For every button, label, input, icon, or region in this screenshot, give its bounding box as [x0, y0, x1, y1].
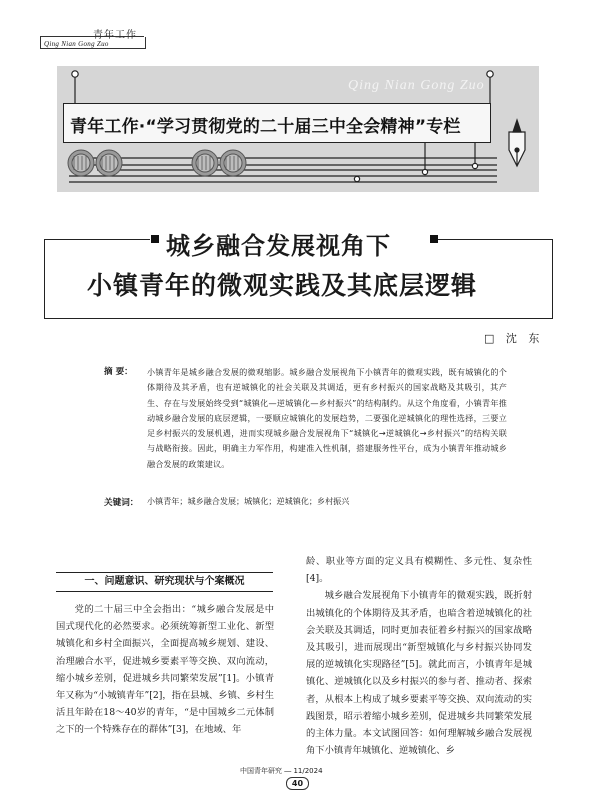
article-title-line1: 城乡融合发展视角下 — [166, 231, 391, 260]
abstract-label: 摘 要： — [104, 367, 133, 377]
section-heading: 一、问题意识、研究现状与个案概况 — [56, 572, 273, 592]
title-square-left — [151, 235, 159, 243]
running-header-subtitle: Qing Nian Gong Zuo — [44, 40, 109, 48]
article-author: □ 沈 东 — [484, 332, 544, 345]
article-title-line2: 小镇青年的微观实践及其底层逻辑 — [87, 271, 478, 300]
right-column-continuation: 龄、职业等方面的定义具有模糊性、多元性、复杂性[4]。 — [306, 556, 532, 585]
keywords-text: 小镇青年；城乡融合发展；城镇化；逆城镇化；乡村振兴 — [147, 496, 350, 506]
page-number: 40 — [286, 777, 309, 790]
title-square-right — [430, 235, 438, 243]
banner-watermark: Qing Nian Gong Zuo — [348, 78, 485, 93]
abstract-text: 小镇青年是城乡融合发展的微观缩影。城乡融合发展视角下小镇青年的微观实践，既有城镇化的个体期待及其矛盾，也有逆城镇化的社会关联及其调适，更有乡村振兴的国家战略及其吸引，其产生、存在与发展始终受到“城镇化—逆城镇化—乡村振兴”的结构制约。从这个角度看，小镇青年推动城乡融合发展的底层逻辑，一要顺应城镇化的发展趋势，二要强化逆城镇化的理性选择，三要立足乡村振兴的发展机遇，进而实现城乡融合发展视角下“城镇化→逆城镇化→乡村振兴”的结构关联与战略衔接。因此，明确主力军作用，构建准入性机制，搭建服务性平台，成为小镇青年推动城乡融合发展的政策建议。 — [147, 367, 507, 469]
column-title: 青年工作·“学习贯彻党的二十届三中全会精神”专栏 — [70, 117, 461, 137]
right-column — [306, 553, 532, 759]
left-column-text: 党的二十届三中全会指出：“城乡融合发展是中国式现代化的必然要求。必须统筹新型工业化、新型城镇化和乡村全面振兴，全面提高城乡规划、建设、治理融合水平，促进城乡要素平等交换、双向流动，缩小城乡差别，促进城乡共同繁荣发展”[1]。小镇青年又称为“小城镇青年”[2]，指在县城、乡镇、乡村生活且年龄在18～40岁的青年，“是中国城乡二元体制之下的一个特殊存在的群体”[3]，在地域、年 — [56, 604, 274, 736]
right-column-paragraph: 城乡融合发展视角下小镇青年的微观实践，既折射出城镇化的个体期待及其矛盾，也暗含着逆城镇化的社会关联及其调适，同时更加表征着乡村振兴的国家战略及其吸引，进而展现出“新型城镇化与乡村振兴协同发展的逆城镇化实现路径”[5]。就此而言，小镇青年是城镇化、逆城镇化以及乡村振兴的参与者、推动者、探索者，从根本上构成了城乡要素平等交换、双向流动的实践图景，昭示着缩小城乡差别，促进城乡共同繁荣发展的主体力量。本文试图回答：如何理解城乡融合发展视角下小镇青年城镇化、逆城镇化、乡 — [306, 590, 532, 757]
footer-journal: 中国青年研究 ― 11/2024 — [240, 767, 323, 775]
running-header-title: 青年工作 — [93, 30, 137, 41]
keywords-label: 关键词： — [104, 498, 139, 508]
